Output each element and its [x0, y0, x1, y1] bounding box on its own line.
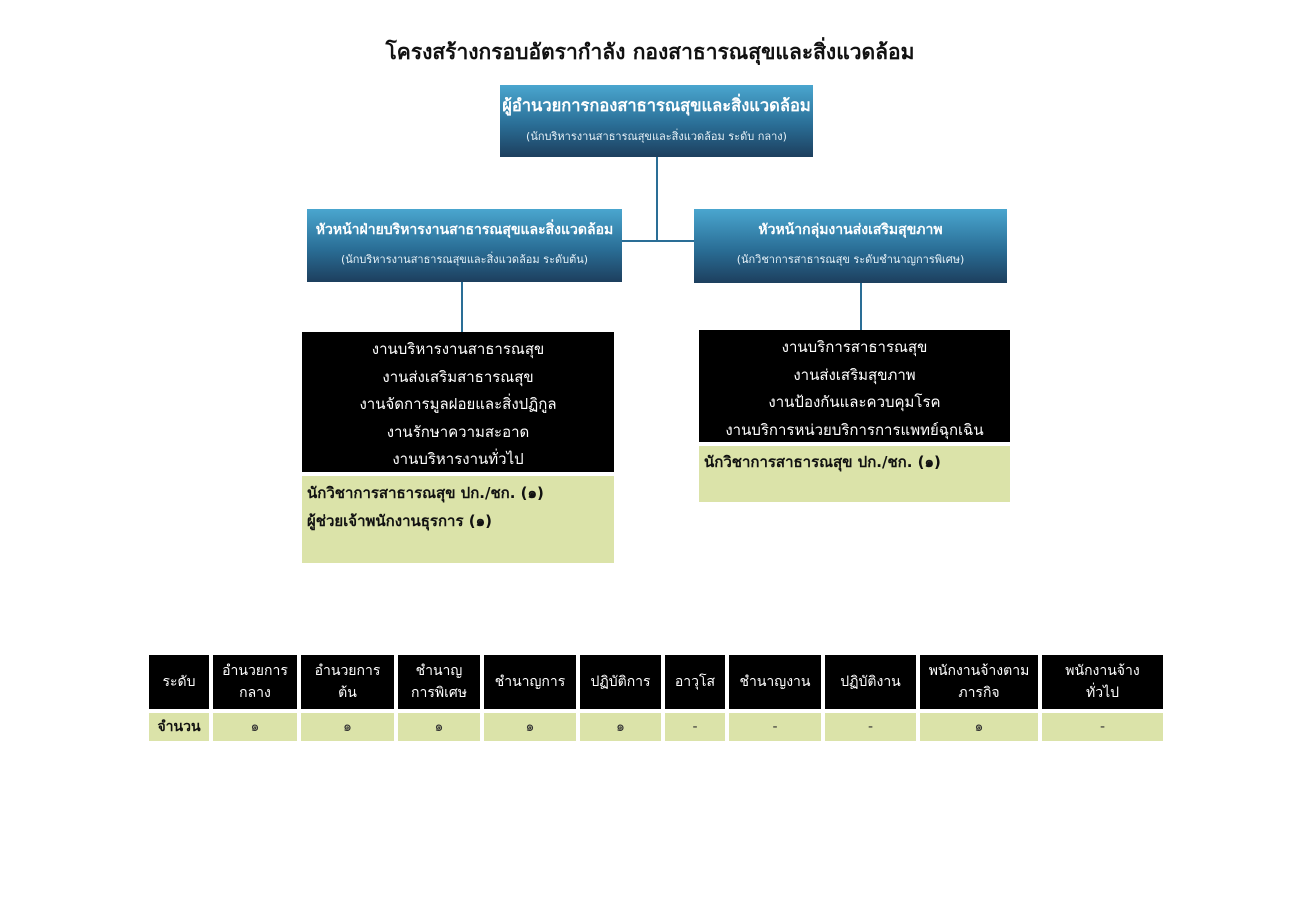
connector-director-down [656, 157, 658, 241]
right-head-title: หัวหน้ากลุ่มงานส่งเสริมสุขภาพ [758, 222, 943, 238]
director-box [500, 85, 813, 157]
summary-value-row [149, 713, 1163, 741]
left-unit-item: งานบริหารงานทั่วไป [392, 450, 524, 468]
header-cell: พนักงานจ้างตาม ภารกิจ [920, 655, 1038, 709]
value-cell: ๑ [484, 713, 576, 741]
left-unit-item: งานรักษาความสะอาด [386, 422, 530, 441]
left-head-box [307, 209, 622, 282]
right-unit-item: งานส่งเสริมสุขภาพ [793, 365, 916, 384]
header-cell: ปฏิบัติงาน [825, 655, 916, 709]
value-cell: ๑ [398, 713, 480, 741]
header-cell: อำนวยการ ต้น [301, 655, 394, 709]
value-cell: ๑ [920, 713, 1038, 741]
left-head-title: หัวหน้าฝ่ายบริหารงานสาธารณสุขและสิ่งแวดล้อม [315, 222, 614, 238]
header-cell: ชำนาญการ [484, 655, 576, 709]
director-subtitle: (นักบริหารงานสาธารณสุขและสิ่งแวดล้อม ระดับ กลาง) [526, 130, 787, 143]
right-staff-box [699, 446, 1010, 502]
header-cell: อำนวยการ กลาง [213, 655, 297, 709]
header-cell: ชำนาญ การพิเศษ [398, 655, 480, 709]
value-cell: - [825, 713, 916, 741]
value-cell: - [665, 713, 725, 741]
header-cell: พนักงานจ้าง ทั่วไป [1042, 655, 1163, 709]
right-unit-item: งานป้องกันและควบคุมโรค [768, 393, 941, 411]
value-cell: - [1042, 713, 1163, 741]
right-unit-item: งานบริการสาธารณสุข [781, 338, 928, 356]
director-title: ผู้อำนวยการกองสาธารณสุขและสิ่งแวดล้อม [502, 96, 811, 115]
right-head-subtitle: (นักวิชาการสาธารณสุข ระดับชำนาญการพิเศษ) [736, 253, 965, 266]
left-staff-item: นักวิชาการสาธารณสุข ปก./ชก. (๑) [307, 484, 544, 502]
summary-table [145, 651, 1167, 745]
chart-title: โครงสร้างกรอบอัตรากำลัง กองสาธารณสุขและสิ่งแวดล้อม [385, 40, 915, 64]
connector-horizontal [622, 240, 694, 242]
row-label-count: จำนวน [149, 713, 209, 741]
summary-header-row [149, 655, 1163, 709]
left-staff-box [302, 476, 614, 563]
value-cell: ๑ [213, 713, 297, 741]
left-staff-item: ผู้ช่วยเจ้าพนักงานธุรการ (๑) [307, 512, 492, 530]
left-unit-item: งานจัดการมูลฝอยและสิ่งปฏิกูล [359, 395, 557, 413]
value-cell: - [729, 713, 821, 741]
header-cell: อาวุโส [665, 655, 725, 709]
left-unit-item: งานบริหารงานสาธารณสุข [371, 340, 545, 358]
connector-right-down [860, 283, 862, 330]
right-units-box [699, 330, 1010, 442]
right-staff-item: นักวิชาการสาธารณสุข ปก./ชก. (๑) [704, 453, 941, 471]
left-unit-item: งานส่งเสริมสาธารณสุข [382, 367, 534, 386]
value-cell: ๑ [301, 713, 394, 741]
header-cell: ปฏิบัติการ [580, 655, 661, 709]
connector-left-down [461, 282, 463, 332]
right-head-box [694, 209, 1007, 283]
left-head-subtitle: (นักบริหารงานสาธารณสุขและสิ่งแวดล้อม ระดับต้น) [340, 253, 589, 266]
left-units-box [302, 332, 614, 472]
right-unit-item: งานบริการหน่วยบริการการแพทย์ฉุกเฉิน [725, 420, 984, 439]
value-cell: ๑ [580, 713, 661, 741]
header-level: ระดับ [149, 655, 209, 709]
header-cell: ชำนาญงาน [729, 655, 821, 709]
